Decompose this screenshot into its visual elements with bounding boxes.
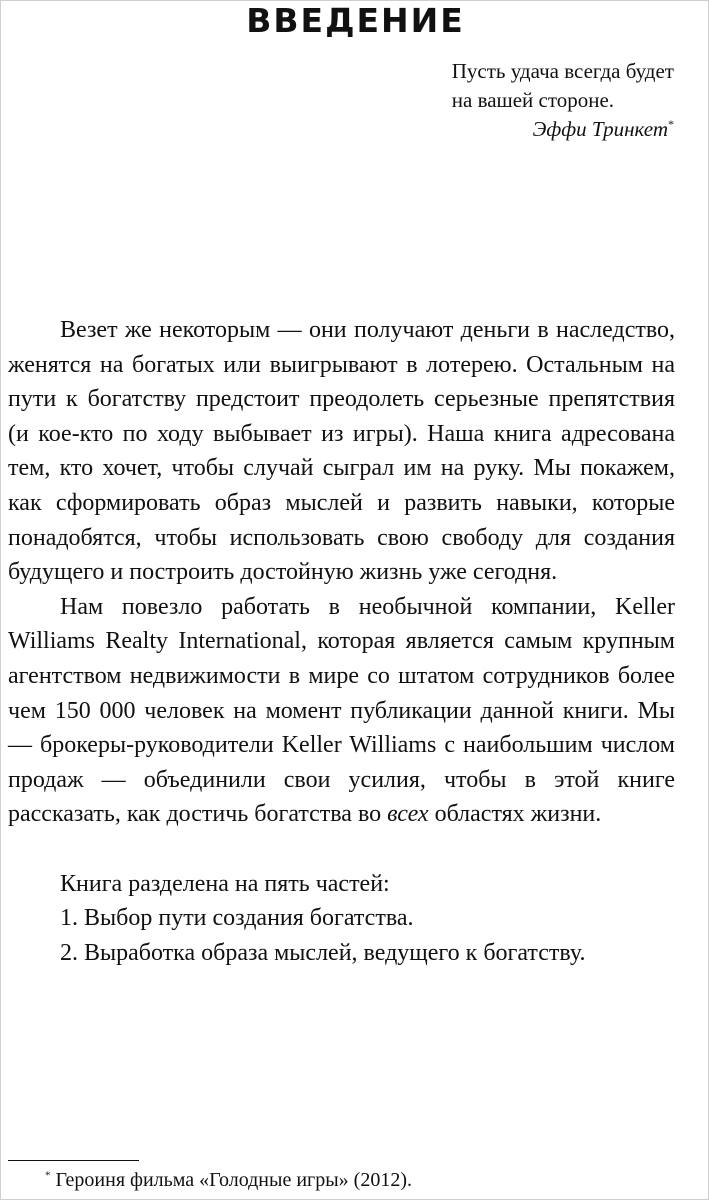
list-item-number: 2.	[60, 939, 78, 966]
epigraph-author-name: Эффи Тринкет	[532, 117, 668, 141]
footnote-divider	[8, 1160, 139, 1161]
paragraph-2-text-b: областях жизни.	[428, 801, 602, 828]
list-item-text: Выбор пути создания богатства.	[84, 905, 414, 932]
paragraph-2-text-a: Нам повезло работать в необычной компании, Keller Williams Realty International, которая является самым крупным агентством недвижимости в мире со штатом сотрудников более чем 150 000 человек на момент публикации данной книги. Мы — брокеры-руководители Keller Williams с наибольшим числом продаж — объединили свои усилия, чтобы в этой книге рассказать, как достичь богатства во	[8, 593, 675, 828]
body-text	[8, 313, 675, 970]
epigraph-line-2: на вашей стороне.	[451, 88, 615, 112]
epigraph-line-1: Пусть удача всегда будет	[451, 59, 674, 83]
epigraph	[452, 57, 674, 144]
footnote	[45, 1167, 412, 1193]
list-item	[8, 901, 675, 936]
paragraph-3: Книга разделена на пять частей:	[60, 870, 390, 897]
footnote-text: Героиня фильма «Голодные игры» (2012).	[55, 1169, 412, 1191]
footnote-reference-mark: *	[668, 117, 674, 131]
list-item-number: 1.	[60, 905, 78, 932]
paragraph-2	[8, 590, 675, 832]
paragraph-spacer	[8, 832, 675, 867]
paragraph-1: Везет же некоторым — они получают деньги в наследство, женятся на богатых или выигрывают в лотерею. Остальным на пути к богатству предстоит преодолеть серьезные препятствия (и кое-кто по ходу выбывает из игры). Наша книга адресована тем, кто хочет, чтобы случай сыграл им на руку. Мы покажем, как сформировать образ мыслей и развить навыки, которые понадобятся, чтобы использовать свою свободу для создания будущего и построить достойную жизнь уже сегодня.	[8, 317, 675, 586]
footnote-mark: *	[45, 1169, 51, 1182]
chapter-title: ВВЕДЕНИЕ	[246, 1, 465, 40]
paragraph-2-emphasis: всех	[387, 801, 429, 828]
list-item	[8, 936, 675, 971]
list-item-text: Выработка образа мыслей, ведущего к богатству.	[84, 939, 586, 966]
epigraph-author	[452, 115, 674, 144]
